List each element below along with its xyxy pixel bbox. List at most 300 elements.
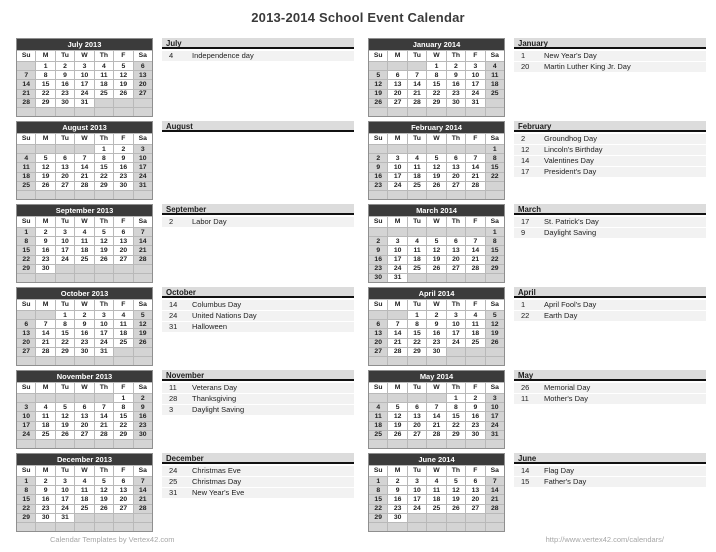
empty-day-cell [388,357,406,365]
day-cell: 6 [75,403,93,411]
day-cell: 17 [17,422,35,430]
weekday-header: F [466,51,484,61]
weekday-header: M [36,383,54,393]
day-cell: 20 [114,246,132,254]
weekday-header: Su [369,300,387,310]
weekday-header: F [114,134,132,144]
event-day: 31 [169,488,178,497]
day-cell: 29 [427,99,445,107]
month-header: July 2013 [17,39,152,50]
empty-day-cell [134,274,152,282]
weekday-header: M [36,300,54,310]
empty-day-cell [369,62,387,70]
empty-day-cell [134,440,152,448]
empty-day-cell [369,191,387,199]
empty-day-cell [447,514,465,522]
event-day: 2 [169,217,174,226]
day-cell: 3 [95,311,113,319]
weekday-header: M [388,134,406,144]
day-cell: 9 [369,163,387,171]
event-list [514,38,706,117]
day-cell: 3 [466,62,484,70]
day-cell: 28 [134,505,152,513]
day-cell: 11 [95,71,113,79]
weekday-header: Sa [486,383,504,393]
weekday-header: W [75,466,93,476]
event-row [162,405,354,415]
empty-day-cell [114,274,132,282]
weekday-header: M [388,300,406,310]
weekday-header: Th [447,134,465,144]
day-cell: 11 [466,320,484,328]
empty-day-cell [95,265,113,273]
weekday-header: W [427,217,445,227]
day-cell: 5 [486,311,504,319]
vertex42-credit-link[interactable]: Calendar Templates by Vertex42.com [50,535,175,544]
calendar-grid [369,382,504,448]
day-cell: 13 [114,486,132,494]
event-day: 24 [169,466,178,475]
day-cell: 28 [17,99,35,107]
event-list-month-header: August [162,121,354,132]
event-day: 14 [521,466,530,475]
weekday-header: W [427,383,445,393]
mini-calendar [16,121,153,200]
empty-day-cell [56,274,74,282]
day-cell: 5 [427,154,445,162]
empty-day-cell [447,523,465,531]
event-list [514,287,706,366]
empty-day-cell [75,357,93,365]
day-cell: 16 [36,246,54,254]
event-row [514,394,706,404]
weekday-header: Sa [486,134,504,144]
day-cell: 19 [36,173,54,181]
day-cell: 22 [427,90,445,98]
day-cell: 17 [388,173,406,181]
empty-day-cell [427,145,445,153]
day-cell: 8 [17,486,35,494]
day-cell: 27 [447,182,465,190]
day-cell: 5 [114,62,132,70]
month-block [368,38,706,117]
empty-day-cell [408,394,426,402]
day-cell: 19 [95,495,113,503]
day-cell: 24 [447,339,465,347]
weekday-header: Th [447,217,465,227]
event-list [162,287,354,366]
day-cell: 9 [447,71,465,79]
empty-day-cell [75,514,93,522]
event-name: President's Day [544,167,597,176]
day-cell: 2 [369,237,387,245]
day-cell: 27 [17,348,35,356]
day-cell: 25 [369,431,387,439]
day-cell: 15 [427,80,445,88]
empty-day-cell [75,145,93,153]
right-year-column [368,38,706,532]
event-day: 26 [521,383,530,392]
day-cell: 5 [36,154,54,162]
weekday-header: Tu [56,466,74,476]
day-cell: 30 [369,274,387,282]
day-cell: 14 [36,329,54,337]
day-cell: 6 [369,320,387,328]
day-cell: 3 [56,228,74,236]
event-list-month-header: March [514,204,706,215]
calendar-grid [369,133,504,199]
empty-day-cell [486,357,504,365]
month-block [368,453,706,532]
weekday-header: W [427,466,445,476]
day-cell: 7 [17,71,35,79]
day-cell: 21 [95,422,113,430]
month-block [16,453,354,532]
day-cell: 16 [466,412,484,420]
day-cell: 30 [447,99,465,107]
day-cell: 28 [486,505,504,513]
day-cell: 13 [56,163,74,171]
empty-day-cell [408,191,426,199]
empty-day-cell [408,108,426,116]
empty-day-cell [36,394,54,402]
day-cell: 5 [56,403,74,411]
calendar-grid [17,299,152,365]
day-cell: 17 [466,80,484,88]
weekday-header: Tu [408,134,426,144]
event-row [514,466,706,476]
weekday-header: W [427,51,445,61]
empty-day-cell [486,182,504,190]
month-block [16,38,354,117]
calendar-grid [17,133,152,199]
mini-calendar [368,370,505,449]
day-cell: 17 [56,246,74,254]
empty-day-cell [75,274,93,282]
day-cell: 6 [447,154,465,162]
day-cell: 22 [95,173,113,181]
day-cell: 10 [486,403,504,411]
day-cell: 24 [17,431,35,439]
day-cell: 14 [427,412,445,420]
event-day: 4 [169,51,174,60]
day-cell: 14 [95,412,113,420]
empty-day-cell [388,440,406,448]
event-name: Daylight Saving [544,228,597,237]
empty-day-cell [486,523,504,531]
weekday-header: Th [95,466,113,476]
event-name: Columbus Day [192,300,242,309]
weekday-header: Su [17,466,35,476]
weekday-header: Sa [134,300,152,310]
day-cell: 12 [388,412,406,420]
event-name: Earth Day [544,311,578,320]
day-cell: 13 [447,163,465,171]
day-cell: 3 [17,403,35,411]
event-name: Mother's Day [544,394,588,403]
empty-day-cell [75,440,93,448]
day-cell: 9 [388,486,406,494]
day-cell: 11 [114,320,132,328]
day-cell: 28 [388,348,406,356]
day-cell: 11 [75,486,93,494]
empty-day-cell [427,394,445,402]
day-cell: 28 [95,431,113,439]
day-cell: 3 [447,311,465,319]
event-name: Father's Day [544,477,587,486]
empty-day-cell [466,348,484,356]
empty-day-cell [134,99,152,107]
day-cell: 7 [408,71,426,79]
weekday-header: Tu [408,217,426,227]
day-cell: 10 [56,486,74,494]
event-list [514,370,706,449]
day-cell: 16 [447,80,465,88]
empty-day-cell [466,228,484,236]
day-cell: 9 [427,320,445,328]
day-cell: 8 [95,154,113,162]
empty-day-cell [447,191,465,199]
empty-day-cell [408,514,426,522]
day-cell: 24 [95,339,113,347]
event-list-month-header: October [162,287,354,298]
day-cell: 2 [466,394,484,402]
day-cell: 29 [114,431,132,439]
day-cell: 7 [95,403,113,411]
weekday-header: Su [17,134,35,144]
empty-day-cell [447,228,465,236]
day-cell: 19 [388,422,406,430]
empty-day-cell [134,191,152,199]
day-cell: 31 [56,514,74,522]
day-cell: 31 [388,274,406,282]
day-cell: 9 [36,486,54,494]
empty-day-cell [388,311,406,319]
day-cell: 15 [408,329,426,337]
day-cell: 20 [447,256,465,264]
weekday-header: Tu [408,51,426,61]
weekday-header: Tu [56,134,74,144]
day-cell: 21 [466,256,484,264]
day-cell: 2 [75,311,93,319]
day-cell: 31 [466,99,484,107]
day-cell: 7 [486,477,504,485]
day-cell: 21 [134,495,152,503]
day-cell: 17 [75,80,93,88]
day-cell: 25 [466,339,484,347]
empty-day-cell [388,394,406,402]
day-cell: 25 [36,431,54,439]
event-day: 31 [169,322,178,331]
day-cell: 14 [486,486,504,494]
day-cell: 28 [408,99,426,107]
day-cell: 17 [486,412,504,420]
day-cell: 19 [427,256,445,264]
day-cell: 16 [56,80,74,88]
empty-day-cell [369,523,387,531]
empty-day-cell [114,348,132,356]
day-cell: 20 [369,339,387,347]
event-day: 22 [521,311,530,320]
day-cell: 26 [114,90,132,98]
empty-day-cell [17,523,35,531]
weekday-header: Sa [486,300,504,310]
weekday-header: Su [17,217,35,227]
event-day: 1 [521,51,526,60]
day-cell: 2 [114,145,132,153]
vertex42-url-link[interactable]: http://www.vertex42.com/calendars/ [545,535,664,544]
event-name: Flag Day [544,466,575,475]
day-cell: 4 [75,477,93,485]
day-cell: 18 [486,80,504,88]
weekday-header: Su [369,217,387,227]
day-cell: 1 [114,394,132,402]
day-cell: 13 [447,246,465,254]
month-block [16,287,354,366]
empty-day-cell [427,108,445,116]
weekday-header: W [75,300,93,310]
calendar-grid [17,50,152,116]
day-cell: 13 [134,71,152,79]
day-cell: 16 [114,163,132,171]
empty-day-cell [36,357,54,365]
weekday-header: Th [95,134,113,144]
weekday-header: W [75,217,93,227]
day-cell: 14 [466,163,484,171]
month-header: February 2014 [369,122,504,133]
month-header: June 2014 [369,454,504,465]
empty-day-cell [486,108,504,116]
day-cell: 15 [369,495,387,503]
day-cell: 6 [408,403,426,411]
day-cell: 27 [134,90,152,98]
day-cell: 24 [388,182,406,190]
event-day: 11 [521,394,529,403]
empty-day-cell [95,357,113,365]
day-cell: 25 [408,265,426,273]
day-cell: 11 [36,412,54,420]
event-day: 20 [521,62,530,71]
weekday-header: Su [369,134,387,144]
day-cell: 10 [134,154,152,162]
day-cell: 30 [36,514,54,522]
event-list-month-header: June [514,453,706,464]
empty-day-cell [95,108,113,116]
event-list [514,204,706,283]
day-cell: 27 [388,99,406,107]
day-cell: 25 [114,339,132,347]
event-row [162,322,354,332]
day-cell: 26 [388,431,406,439]
month-header: April 2014 [369,288,504,299]
event-row [514,300,706,310]
day-cell: 7 [466,154,484,162]
day-cell: 20 [408,422,426,430]
empty-day-cell [408,145,426,153]
empty-day-cell [466,440,484,448]
event-list-month-header: November [162,370,354,381]
weekday-header: Sa [134,51,152,61]
empty-day-cell [388,191,406,199]
day-cell: 11 [408,246,426,254]
event-name: Daylight Saving [192,405,245,414]
weekday-header: Sa [134,217,152,227]
day-cell: 4 [427,477,445,485]
event-name: New Year's Day [544,51,597,60]
empty-day-cell [369,108,387,116]
empty-day-cell [466,145,484,153]
day-cell: 23 [36,256,54,264]
day-cell: 5 [369,71,387,79]
day-cell: 21 [134,246,152,254]
day-cell: 20 [75,422,93,430]
event-row [514,311,706,321]
day-cell: 29 [56,348,74,356]
empty-day-cell [95,191,113,199]
event-name: Martin Luther King Jr. Day [544,62,631,71]
event-name: United Nations Day [192,311,257,320]
month-header: December 2013 [17,454,152,465]
day-cell: 21 [427,422,445,430]
empty-day-cell [56,440,74,448]
day-cell: 12 [134,320,152,328]
event-list-month-header: February [514,121,706,132]
empty-day-cell [36,440,54,448]
event-day: 24 [169,311,178,320]
day-cell: 31 [95,348,113,356]
day-cell: 14 [134,486,152,494]
event-row [162,51,354,61]
day-cell: 9 [75,320,93,328]
day-cell: 5 [388,403,406,411]
mini-calendar [368,453,505,532]
day-cell: 21 [408,90,426,98]
calendar-grid [17,216,152,282]
day-cell: 18 [75,246,93,254]
day-cell: 17 [408,495,426,503]
day-cell: 10 [447,320,465,328]
day-cell: 4 [369,403,387,411]
empty-day-cell [466,191,484,199]
day-cell: 21 [466,173,484,181]
event-name: Groundhog Day [544,134,597,143]
day-cell: 22 [17,256,35,264]
weekday-header: Th [447,51,465,61]
empty-day-cell [114,99,132,107]
day-cell: 24 [56,505,74,513]
day-cell: 26 [95,505,113,513]
mini-calendar [368,38,505,117]
day-cell: 1 [36,62,54,70]
event-list [162,204,354,283]
day-cell: 17 [95,329,113,337]
event-row [514,156,706,166]
day-cell: 3 [134,145,152,153]
weekday-header: W [75,51,93,61]
weekday-header: W [427,300,445,310]
day-cell: 12 [114,71,132,79]
weekday-header: Su [369,466,387,476]
event-list-month-header: July [162,38,354,49]
event-list [514,453,706,532]
day-cell: 17 [388,256,406,264]
day-cell: 1 [17,228,35,236]
empty-day-cell [95,99,113,107]
day-cell: 27 [114,505,132,513]
day-cell: 6 [56,154,74,162]
empty-day-cell [114,191,132,199]
weekday-header: Tu [56,383,74,393]
